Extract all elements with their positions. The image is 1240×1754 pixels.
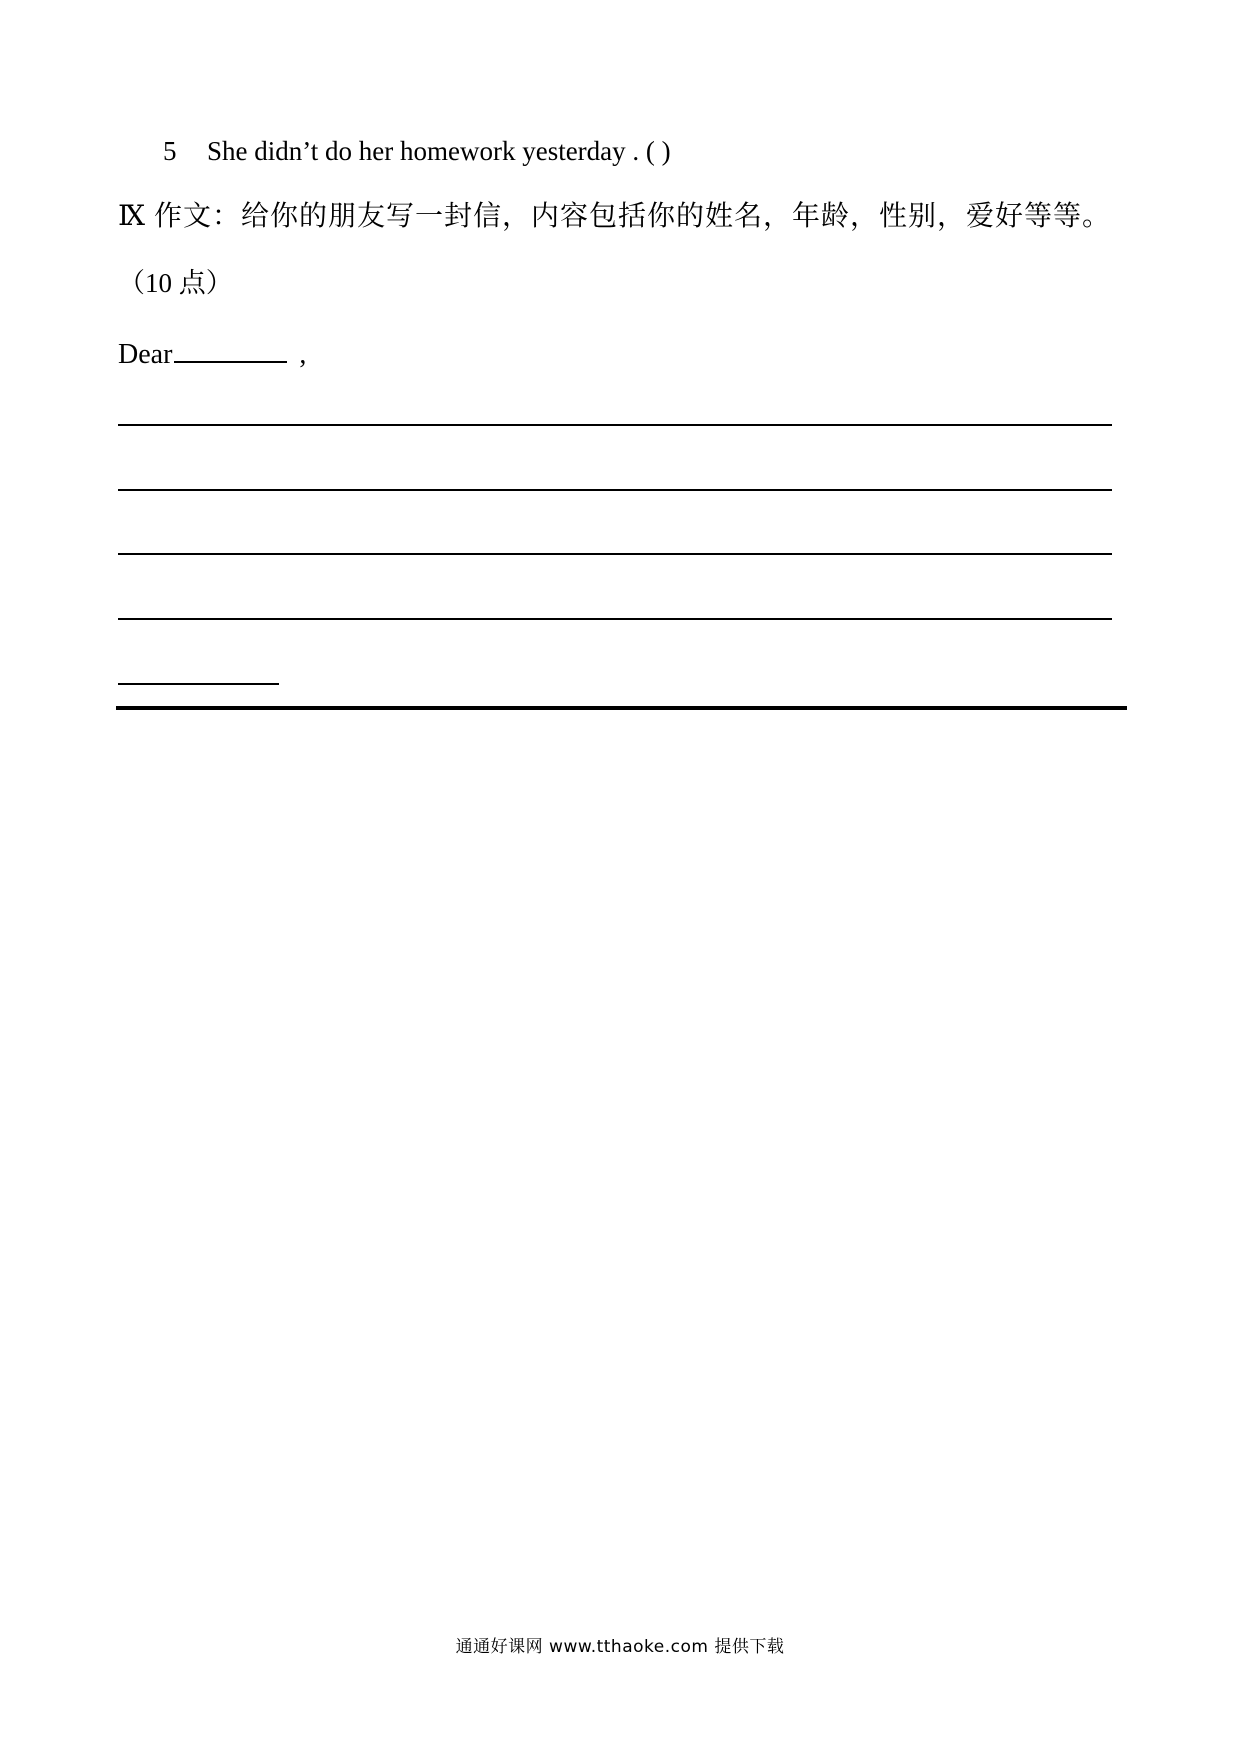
section-title: Ⅸ 作文：给你的朋友写一封信，内容包括你的姓名，年龄，性别，爱好等等。 [118,201,1112,232]
page-footer: 通通好课网 www.tthaoke.com 提供下载 [455,1637,785,1657]
writing-line[interactable] [118,424,1112,426]
section-points: （10 点） [118,268,233,298]
question-number: 5 [163,136,177,166]
question-text: She didn’t do her homework yesterday . ( ) [207,136,671,166]
section-divider [116,706,1127,710]
salutation-comma: , [299,339,307,370]
name-blank[interactable] [174,335,287,363]
salutation-word: Dear [118,339,173,370]
writing-line[interactable] [118,489,1112,491]
question-5 [163,138,671,165]
letter-salutation [118,335,306,369]
writing-line[interactable] [118,618,1112,620]
writing-line[interactable] [118,553,1112,555]
writing-line-short[interactable] [118,683,279,685]
